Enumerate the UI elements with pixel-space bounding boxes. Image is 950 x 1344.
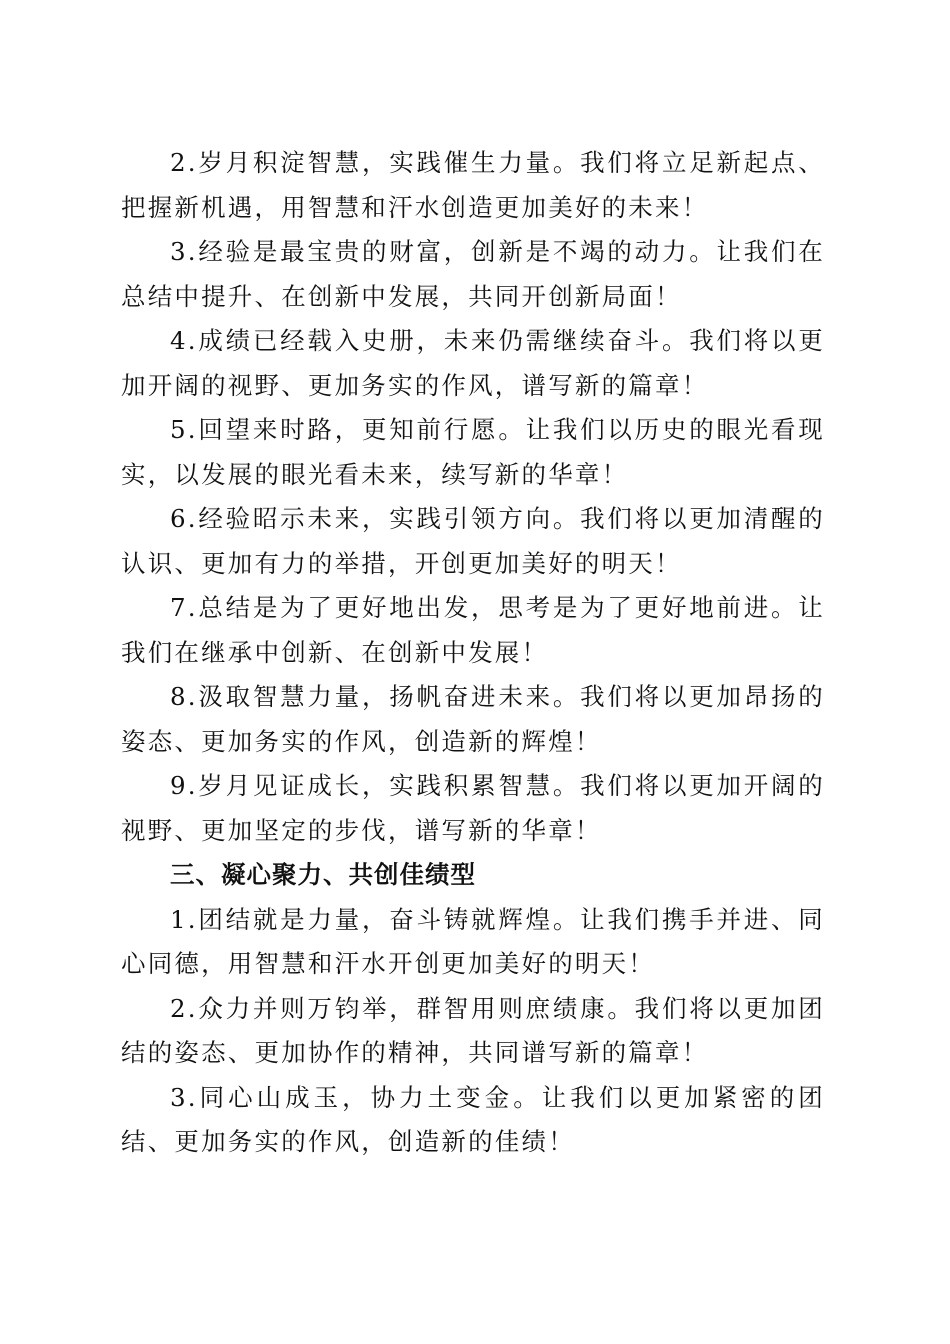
paragraph: 2.岁月积淀智慧，实践催生力量。我们将立足新起点、把握新机遇，用智慧和汗水创造更加美好的未来！ — [121, 148, 825, 222]
paragraph: 2.众力并则万钧举，群智用则庶绩康。我们将以更加团结的姿态、更加协作的精神，共同谱写新的篇章！ — [121, 993, 825, 1067]
paragraph: 5.回望来时路，更知前行愿。让我们以历史的眼光看现实，以发展的眼光看未来，续写新的华章！ — [121, 415, 825, 489]
section-heading: 三、凝心聚力、共创佳绩型 — [170, 860, 476, 889]
paragraph: 7.总结是为了更好地出发，思考是为了更好地前进。让我们在继承中创新、在创新中发展！ — [121, 593, 825, 667]
paragraph: 6.经验昭示未来，实践引领方向。我们将以更加清醒的认识、更加有力的举措，开创更加美好的明天！ — [121, 504, 825, 578]
paragraph: 8.汲取智慧力量，扬帆奋进未来。我们将以更加昂扬的姿态、更加务实的作风，创造新的辉煌！ — [121, 682, 825, 756]
paragraph: 4.成绩已经载入史册，未来仍需继续奋斗。我们将以更加开阔的视野、更加务实的作风，谱写新的篇章！ — [121, 326, 825, 400]
document-body — [121, 141, 825, 1165]
paragraph: 3.经验是最宝贵的财富，创新是不竭的动力。让我们在总结中提升、在创新中发展，共同开创新局面！ — [121, 237, 825, 311]
paragraph: 9.岁月见证成长，实践积累智慧。我们将以更加开阔的视野、更加坚定的步伐，谱写新的华章！ — [121, 771, 825, 845]
paragraph: 3.同心山成玉，协力土变金。让我们以更加紧密的团结、更加务实的作风，创造新的佳绩！ — [121, 1082, 825, 1156]
paragraph: 1.团结就是力量，奋斗铸就辉煌。让我们携手并进、同心同德，用智慧和汗水开创更加美好的明天！ — [121, 904, 825, 978]
